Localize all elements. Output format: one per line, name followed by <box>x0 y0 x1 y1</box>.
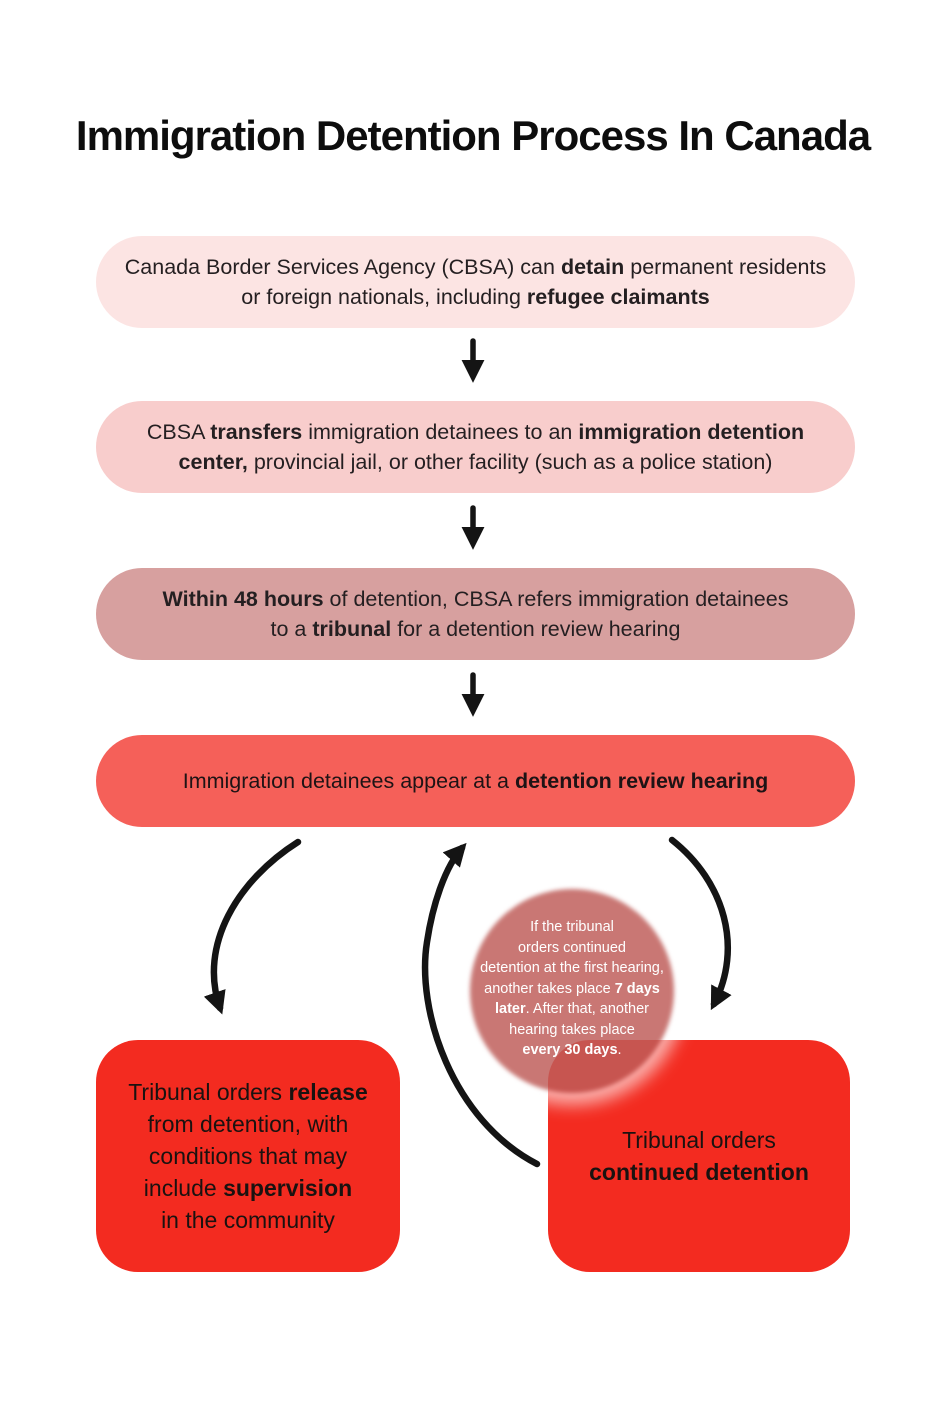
outcome-box-release <box>96 1040 400 1272</box>
text-line: later. After that, another <box>495 1001 649 1017</box>
text-line: or foreign nationals, including refugee claimants <box>241 285 710 309</box>
text-line: If the tribunal <box>530 919 614 935</box>
text-line: orders continued <box>517 939 626 956</box>
text-line: detention at the first hearing, <box>480 960 664 976</box>
text-line: from detention, with <box>147 1111 349 1137</box>
text-line: Immigration detainees appear at a detention review hearing <box>182 769 769 793</box>
text-line: every 30 days. <box>522 1042 622 1058</box>
text-line: hearing takes place <box>509 1021 635 1038</box>
text-line: Tribunal orders <box>622 1127 776 1153</box>
flow-box-transfer <box>96 401 855 493</box>
text-line: another takes place 7 days <box>484 980 660 997</box>
text-line: Tribunal orders release <box>128 1079 368 1105</box>
text-line: continued detention <box>589 1159 809 1185</box>
text-line: center, provincial jail, or other facility (such as a police station) <box>178 450 773 474</box>
text-line: to a tribunal for a detention review hearing <box>270 617 681 641</box>
curved-arrow-to-release <box>214 842 298 1008</box>
flow-box-review-hearing <box>96 735 855 827</box>
text-line: conditions that may <box>148 1143 348 1169</box>
page-title: Immigration Detention Process In Canada <box>75 112 871 159</box>
note-circle-text <box>462 917 682 1061</box>
text-line: in the community <box>161 1207 335 1233</box>
flow-box-refer-tribunal <box>96 568 855 660</box>
text-line: CBSA transfers immigration detainees to an immigration detention <box>146 420 805 444</box>
text-line: Canada Border Services Agency (CBSA) can detain permanent residents <box>124 255 827 279</box>
text-line: Within 48 hours of detention, CBSA refers immigration detainees <box>162 587 789 611</box>
text-line: include supervision <box>143 1175 353 1201</box>
flow-box-detain <box>96 236 855 328</box>
